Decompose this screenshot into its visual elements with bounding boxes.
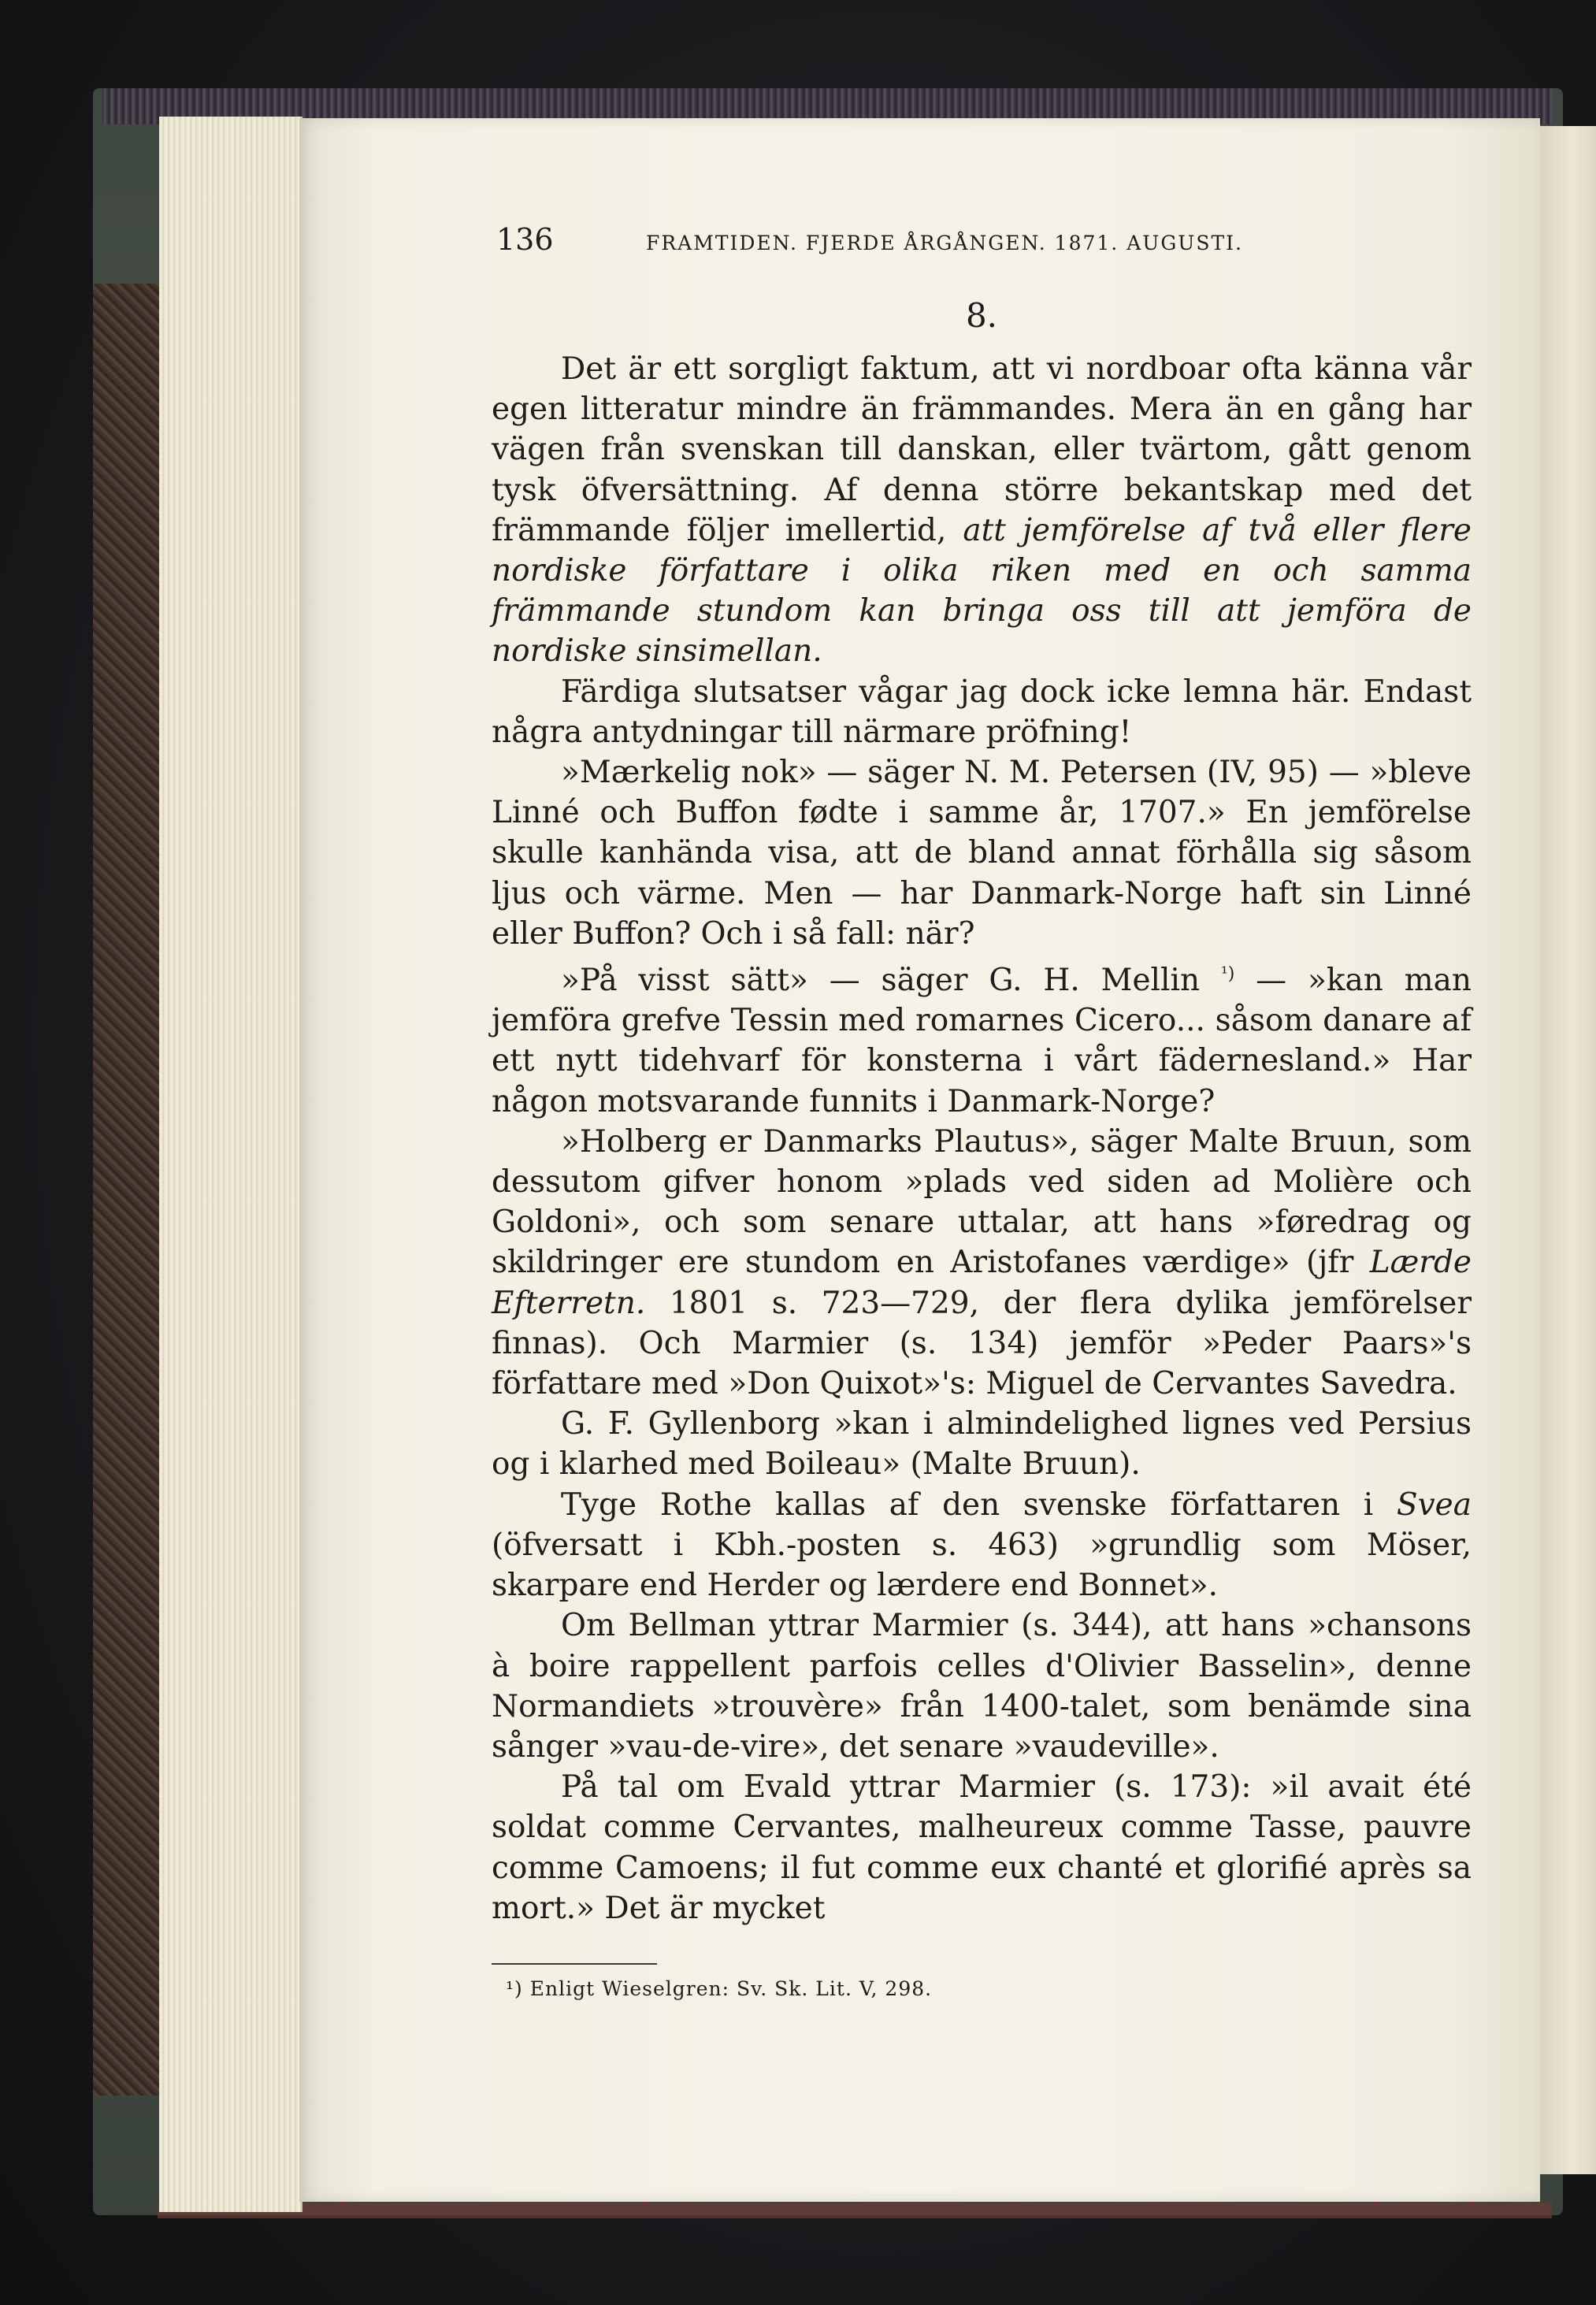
paragraph: G. F. Gyllenborg »kan i almindelighed lignes ved Persius og i klarhed med Boileau» (Malte Bruun). xyxy=(492,1406,1472,1483)
paragraph xyxy=(492,1485,1472,1606)
page-content xyxy=(492,222,1472,2000)
body-text xyxy=(492,349,1472,1928)
paragraph xyxy=(492,349,1472,672)
paragraph: »Mærkelig nok» — säger N. M. Petersen (IV, 95) — »bleve Linné och Buffon fødte i samme år, 1707.» En jemförelse skulle kanhända visa, att de bland annat förhålla sig såsom ljus och värme. Men — har Danmark-Norge haft sin Linné eller Buffon? Och i så fall: när? xyxy=(492,755,1472,952)
paragraph-italic: Lærde Efterretn. xyxy=(492,1245,1472,1321)
footnote xyxy=(492,1977,1472,2000)
book-bottom-edge xyxy=(158,2203,1552,2218)
book-spine xyxy=(93,284,165,2095)
section-number: 8. xyxy=(965,296,998,335)
footnote-divider xyxy=(492,1963,657,1965)
paragraph-text: Tyge Rothe kallas af den svenske författaren i xyxy=(561,1487,1397,1523)
footnote-reference: ¹) xyxy=(1220,964,1235,985)
running-head-title: FRAMTIDEN. FJERDE ÅRGÅNGEN. 1871. AUGUSTI. xyxy=(646,232,1243,254)
page-edges xyxy=(159,117,302,2212)
footnote-marker: ¹) xyxy=(506,1977,523,2000)
running-head xyxy=(492,222,1472,260)
paragraph: Om Bellman yttrar Marmier (s. 344), att hans »chansons à boire rappellent parfois celles d'Olivier Basselin», denne Normandiets »trouvère» från 1400-talet, som benämde sina sånger »vau-de-vire», det senare »vaudeville». xyxy=(492,1608,1472,1765)
paragraph-italic: att jemförelse af två eller flere nordiske författare i olika riken med en och samma främmande stundom kan bringa oss till att jemföra de nordiske sinsimellan. xyxy=(492,512,1472,670)
paragraph xyxy=(492,1122,1472,1404)
facing-page-edge xyxy=(1538,126,1596,2174)
paragraph-italic: Svea xyxy=(1396,1487,1472,1523)
paragraph-text: »Holberg er Danmarks Plautus», säger Malte Bruun, som dessutom gifver honom »plads ved siden ad Molière och Goldoni», och som senare uttalar, att hans »føredrag og skildringer ere stundom en Aristofanes værdige» (jfr xyxy=(492,1123,1472,1281)
paragraph-text: — »kan man jemföra grefve Tessin med romarnes Cicero... såsom danare af ett nytt tidehvarf för konsterna i vårt fädernesland.» Har någon motsvarande funnits i Danmark-Norge? xyxy=(492,963,1472,1119)
paragraph: På tal om Evald yttrar Marmier (s. 173): »il avait été soldat comme Cervantes, malheureux comme Tasse, pauvre comme Camoens; il fut comme eux chanté et glorifié après sa mort.» Det är mycket xyxy=(492,1769,1472,1926)
paragraph-text: »På visst sätt» — säger G. H. Mellin xyxy=(561,963,1221,999)
paragraph: Färdiga slutsatser vågar jag dock icke lemna här. Endast några antydningar till närmare pröfning! xyxy=(492,674,1472,750)
paragraph-text: (öfversatt i Kbh.-posten s. 463) »grundlig som Möser, skarpare end Herder og lærdere end Bonnet». xyxy=(492,1527,1472,1604)
page-number: 136 xyxy=(496,222,554,257)
footnote-text: Enligt Wieselgren: Sv. Sk. Lit. V, 298. xyxy=(522,1977,933,2000)
paragraph xyxy=(492,954,1472,1122)
paragraph-text: 1801 s. 723—729, der flera dylika jemförelser finnas). Och Marmier (s. 134) jemför »Peder Paars»'s författare med »Don Quixot»'s: Miguel de Cervantes Savedra. xyxy=(492,1285,1472,1402)
paragraph-text: Det är ett sorgligt faktum, att vi nordboar ofta känna vår egen litteratur mindre än främmandes. Mera än en gång har vägen från svenskan till danskan, eller tvärtom, gått genom tysk öfversättning. Af denna större bekantskap med det främmande följer imellertid, xyxy=(492,351,1472,548)
